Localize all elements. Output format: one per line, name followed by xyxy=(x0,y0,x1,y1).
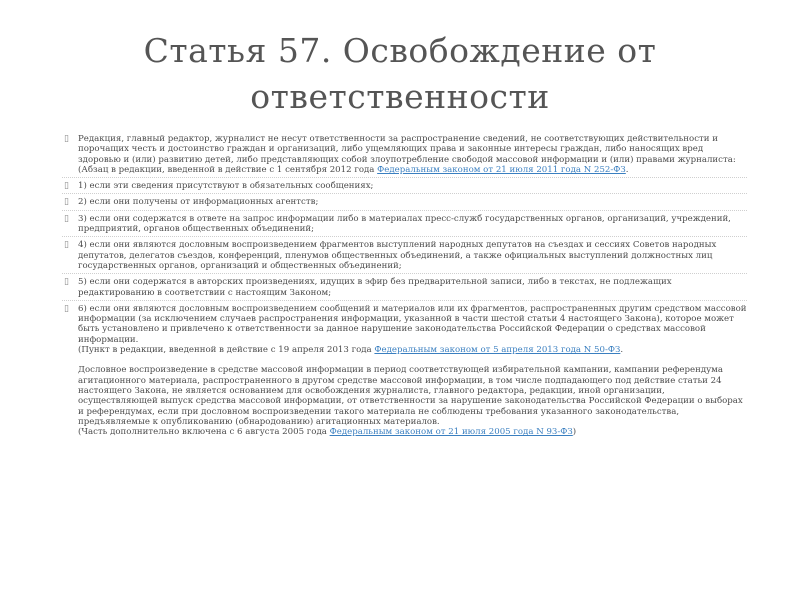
item-text: 2) если они получены от информационных агентств; xyxy=(78,197,319,208)
list-item xyxy=(62,277,747,301)
item-text: 6) если они являются дословным воспроизведением сообщений и материалов или их фрагментов, распространенных другим средством массовой информации (за исключением случаев распространения информации, указанной в части шестой статьи 4 настоящего Закона), которое может быть установлено и привлечено к ответственности за данное нарушение законодательства Российской Федерации о средствах массовой информации. xyxy=(78,303,747,345)
list-item xyxy=(62,240,747,274)
spacer xyxy=(78,355,747,365)
list-item xyxy=(62,134,747,178)
bullet-icon: ▯ xyxy=(64,240,69,251)
item-extra-text: Дословное воспроизведение в средстве массовой информации в период соответствующей избирательной кампании, кампании референдума агитационного материала, распространенного в другом средстве массовой информации, в том числе подпадающего под действие статьи 24 настоящего Закона, не является основанием для освобождения журналиста, главного редактора, редакции, иной организации, осуществляющей выпуск средства массовой информации, от ответственности за нарушение законодательства Российской Федерации о выборах и референдумах, если при дословном воспроизведении такого материала не соблюдены требования указанного законодательства, предъявляемые к опубликованию (обнародованию) агитационных материалов. xyxy=(78,365,743,427)
item-text: 5) если они содержатся в авторских произведениях, идущих в эфир без предварительной записи, либо в текстах, не подлежащих редактированию в соответствии с настоящим Законом; xyxy=(78,277,672,298)
bullet-icon: ▯ xyxy=(64,197,69,208)
law-link[interactable]: Федеральным законом от 5 апреля 2013 года N 50-ФЗ xyxy=(374,345,621,356)
article-body xyxy=(62,134,747,442)
item-text: 3) если они содержатся в ответе на запрос информации либо в материалах пресс-служб государственных органов, организаций, учреждений, предприятий, органов общественных объединений; xyxy=(78,213,731,235)
bullet-icon: ▯ xyxy=(64,303,69,314)
amendment-note: (Абзац в редакции, введенной в действие с 1 сентября 2012 года Федеральным законом от 21 июля 2011 года N 252-ФЗ. xyxy=(78,164,629,175)
law-link[interactable]: Федеральным законом от 21 июля 2011 года N 252-ФЗ xyxy=(377,164,626,175)
law-link[interactable]: Федеральным законом от 21 июля 2005 года N 93-ФЗ xyxy=(329,427,573,438)
amendment-note: (Часть дополнительно включена с 6 августа 2005 года Федеральным законом от 21 июля 2005 года N 93-ФЗ) xyxy=(78,427,577,438)
list-item xyxy=(62,214,747,238)
list-item xyxy=(62,181,747,194)
amendment-note: (Пункт в редакции, введенной в действие с 19 апреля 2013 года Федеральным законом от 5 апреля 2013 года N 50-ФЗ. xyxy=(78,345,624,356)
item-text: 1) если эти сведения присутствуют в обязательных сообщениях; xyxy=(78,181,374,192)
list-item xyxy=(62,197,747,210)
list-item xyxy=(62,304,747,440)
item-text: Редакция, главный редактор, журналист не несут ответственности за распространение сведений, не соответствующих действительности и порочащих честь и достоинство граждан и организаций, либо ущемляющих права и законные интересы граждан, либо наносящих вред здоровью и (или) развитию детей, либо представляющих собой злоупотребление свободой массовой информации и (или) правами журналиста: xyxy=(78,134,736,165)
item-text: 4) если они являются дословным воспроизведением фрагментов выступлений народных депутатов на съездах и сессиях Советов народных депутатов, делегатов съездов, конференций, пленумов общественных объединений, а также официальных выступлений должностных лиц государственных органов, организаций и общественных объединений; xyxy=(78,240,717,271)
bullet-icon: ▯ xyxy=(64,213,69,224)
page-title: Статья 57. Освобождение от ответственности xyxy=(143,31,657,116)
bullet-icon: ▯ xyxy=(64,134,69,144)
bullet-icon: ▯ xyxy=(64,277,69,288)
bullet-icon: ▯ xyxy=(64,181,69,192)
